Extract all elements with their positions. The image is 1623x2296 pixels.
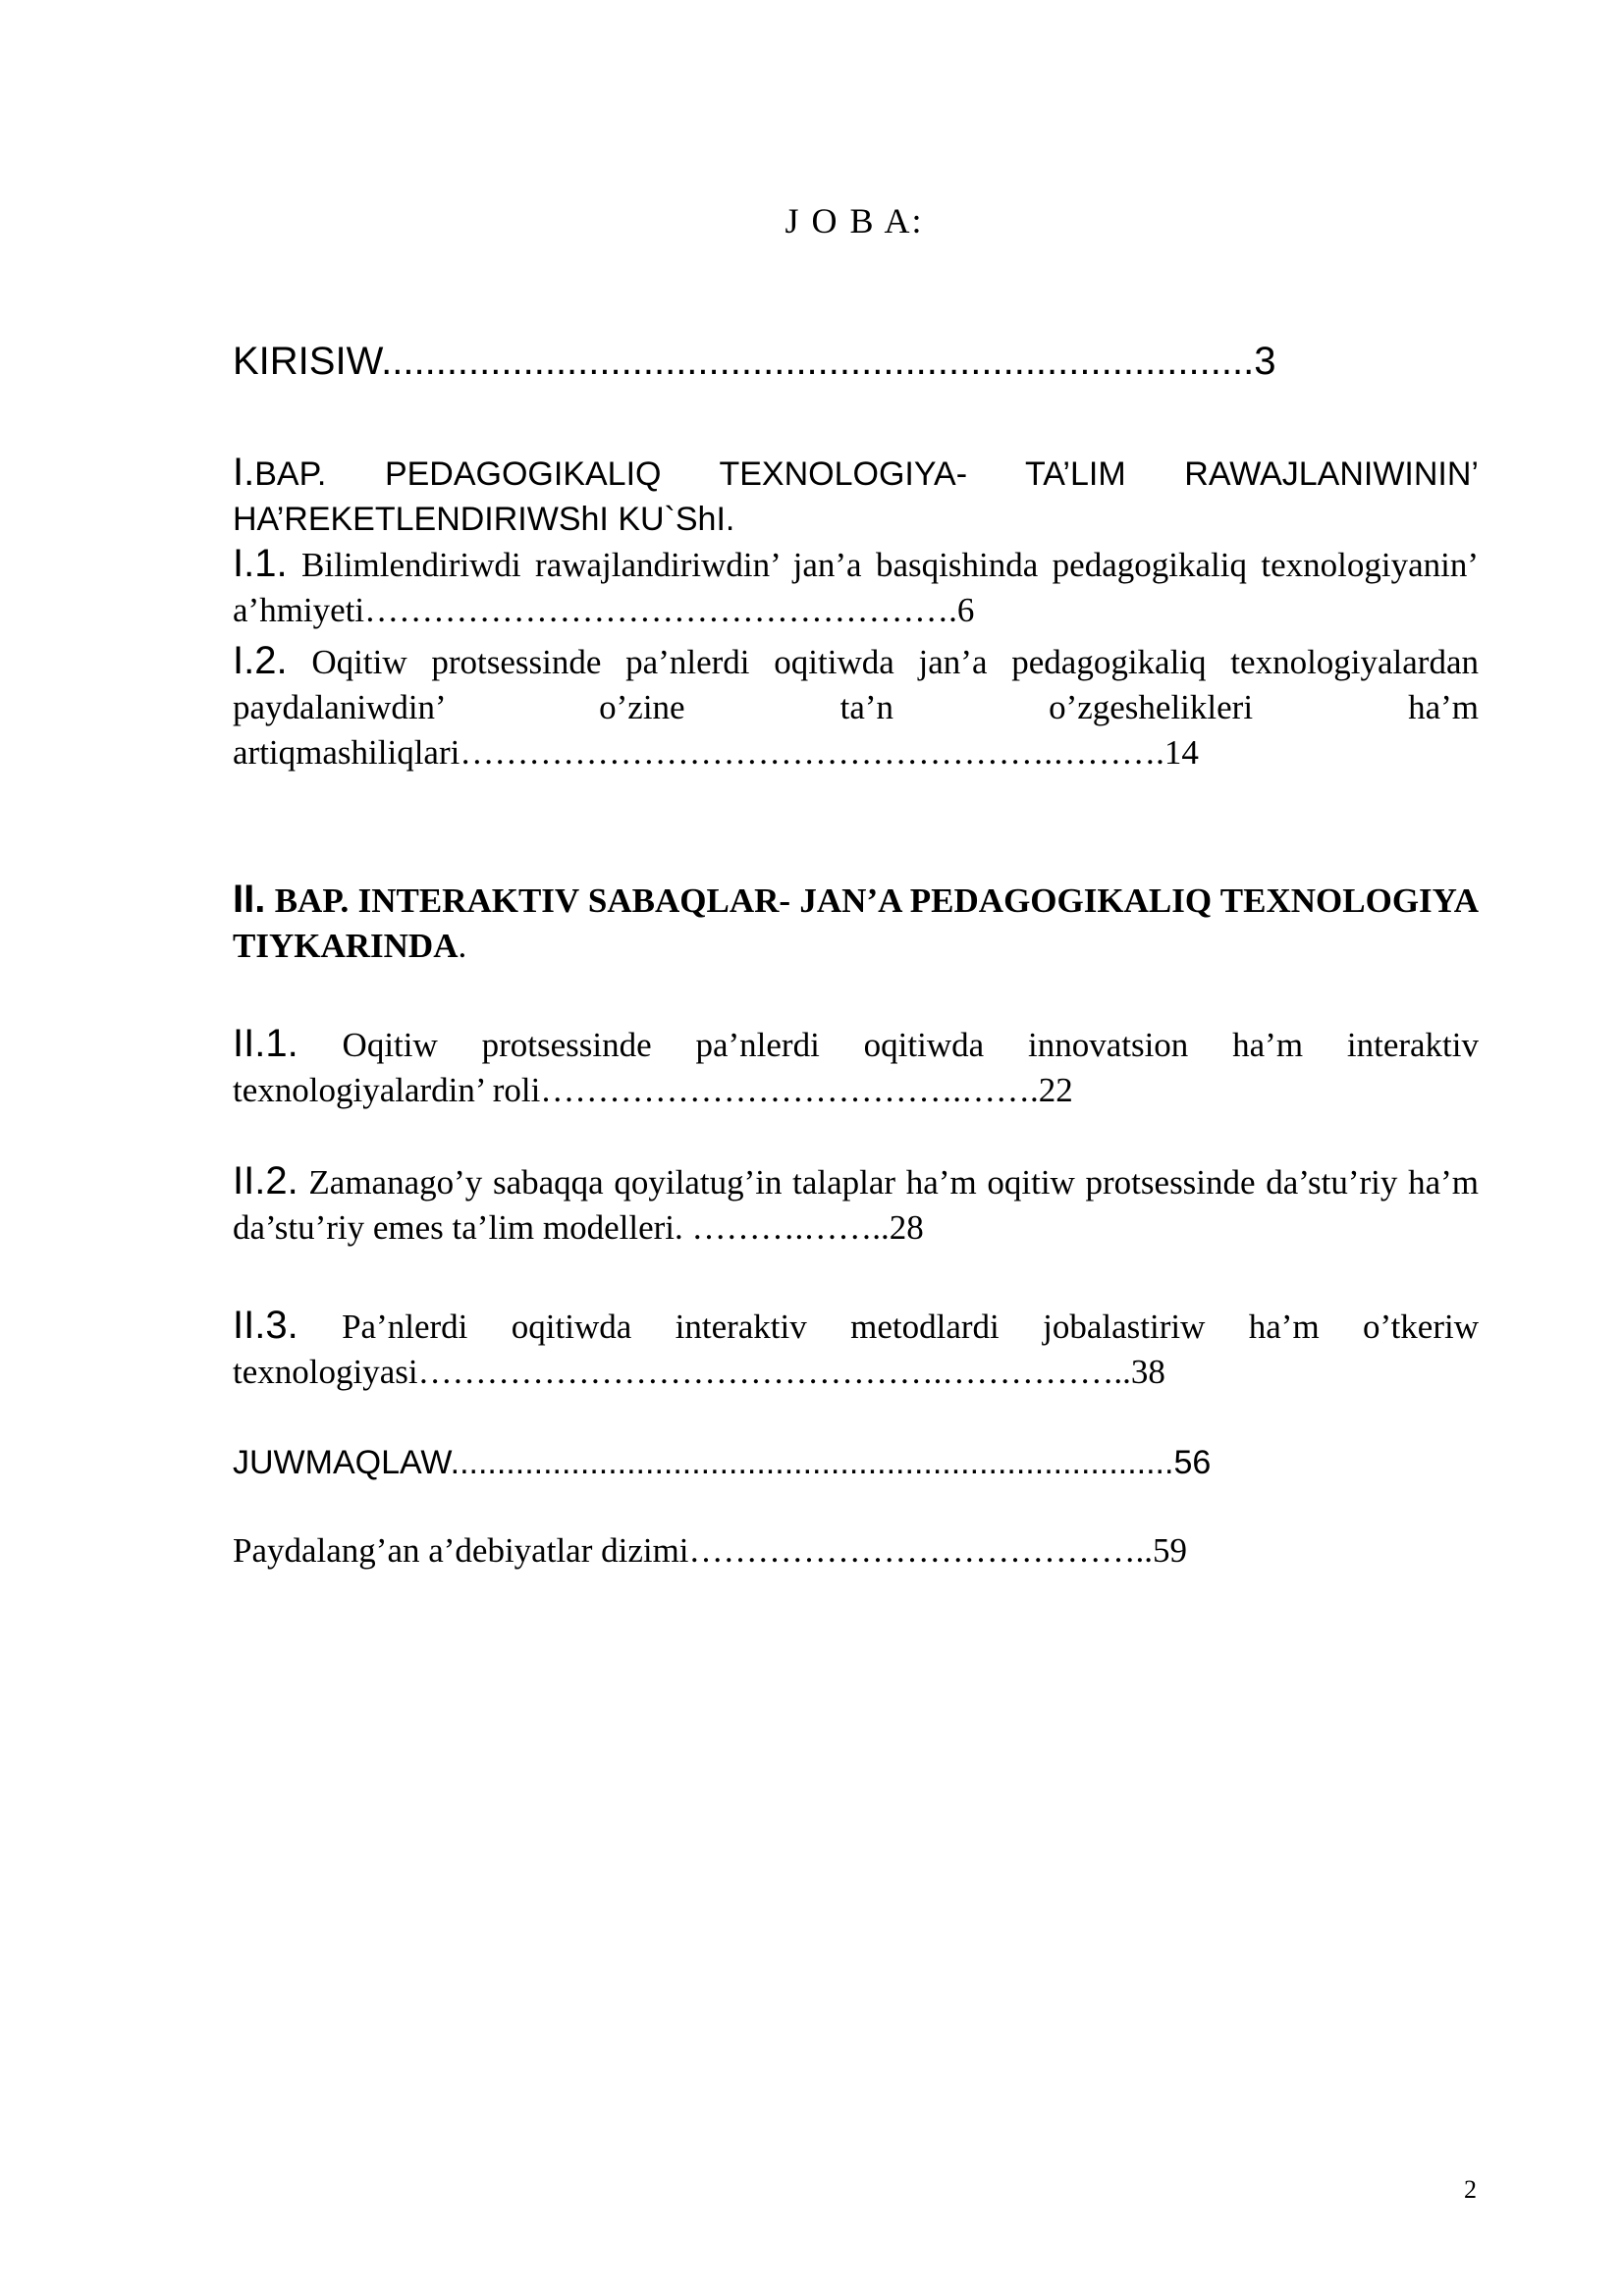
- chapter-2-trailing: .: [458, 927, 467, 965]
- section-1-1-title: Bilimlendiriwdi rawajlandiriwdin’ jan’a basqishinda pedagogikaliq texnologiyanin’ a’hmiyeti…………………………………………….6: [233, 546, 1480, 629]
- section-2-2-number: II.2.: [233, 1159, 298, 1202]
- page-title: J O B A:: [784, 201, 924, 240]
- section-2-3-number: II.3.: [233, 1304, 298, 1347]
- chapter-1-number: I.: [233, 451, 255, 494]
- toc-chapter-1: [233, 450, 1479, 542]
- section-2-1-title: Oqitiw protsessinde pa’nlerdi oqitiwda innovatsion ha’m interaktiv texnologiyalardin’ roli……………………………….…….22: [233, 1026, 1480, 1109]
- toc-entry-references: Paydalang’an a’debiyatlar dizimi…………………………………..59: [233, 1531, 1188, 1570]
- section-1-1-number: I.1.: [233, 542, 288, 585]
- section-2-1-number: II.1.: [233, 1022, 298, 1065]
- toc-section-1-2: [233, 638, 1479, 775]
- toc-section-2-2: [233, 1158, 1479, 1251]
- toc-section-2-1: [233, 1021, 1479, 1113]
- section-2-3-title: Pa’nlerdi oqitiwda interaktiv metodlardi jobalastiriw ha’m o’tkeriw texnologiyasi……………………………………….……………..38: [233, 1308, 1479, 1391]
- toc-entry-kirisiw: KIRISIW................................................................................3: [233, 340, 1276, 383]
- section-2-2-title: Zamanago’y sabaqqa qoyilatug’in talaplar ha’m oqitiw protsessinde da’stu’riy ha’m da’stu’riy emes ta’lim modelleri. ……….……..28: [233, 1163, 1480, 1247]
- toc-section-1-1: [233, 541, 1479, 633]
- chapter-2-number: II.: [233, 878, 266, 921]
- toc-section-2-3: [233, 1303, 1479, 1395]
- toc-chapter-2: [233, 877, 1479, 969]
- chapter-1-title: BAP. PEDAGOGIKALIQ TEXNOLOGIYA- TA’LIM RAWAJLANIWININ’ HA’REKETLENDIRIWShI KU`ShI.: [233, 455, 1479, 538]
- page-number: 2: [1464, 2175, 1477, 2204]
- section-1-2-title: Oqitiw protsessinde pa’nlerdi oqitiwda jan’a pedagogikaliq texnologiyalardan paydalaniwdin’ o’zine ta’n o’zgeshelikleri ha’m artiqmashiliqlari…………………………………………….……….14: [233, 643, 1479, 772]
- chapter-2-title: BAP. INTERAKTIV SABAQLAR- JAN’A PEDAGOGIKALIQ TEXNOLOGIYA TIYKARINDA: [233, 881, 1480, 965]
- toc-entry-juwmaqlaw: JUWMAQLAW..............................................................................56: [233, 1444, 1212, 1481]
- section-1-2-number: I.2.: [233, 639, 288, 682]
